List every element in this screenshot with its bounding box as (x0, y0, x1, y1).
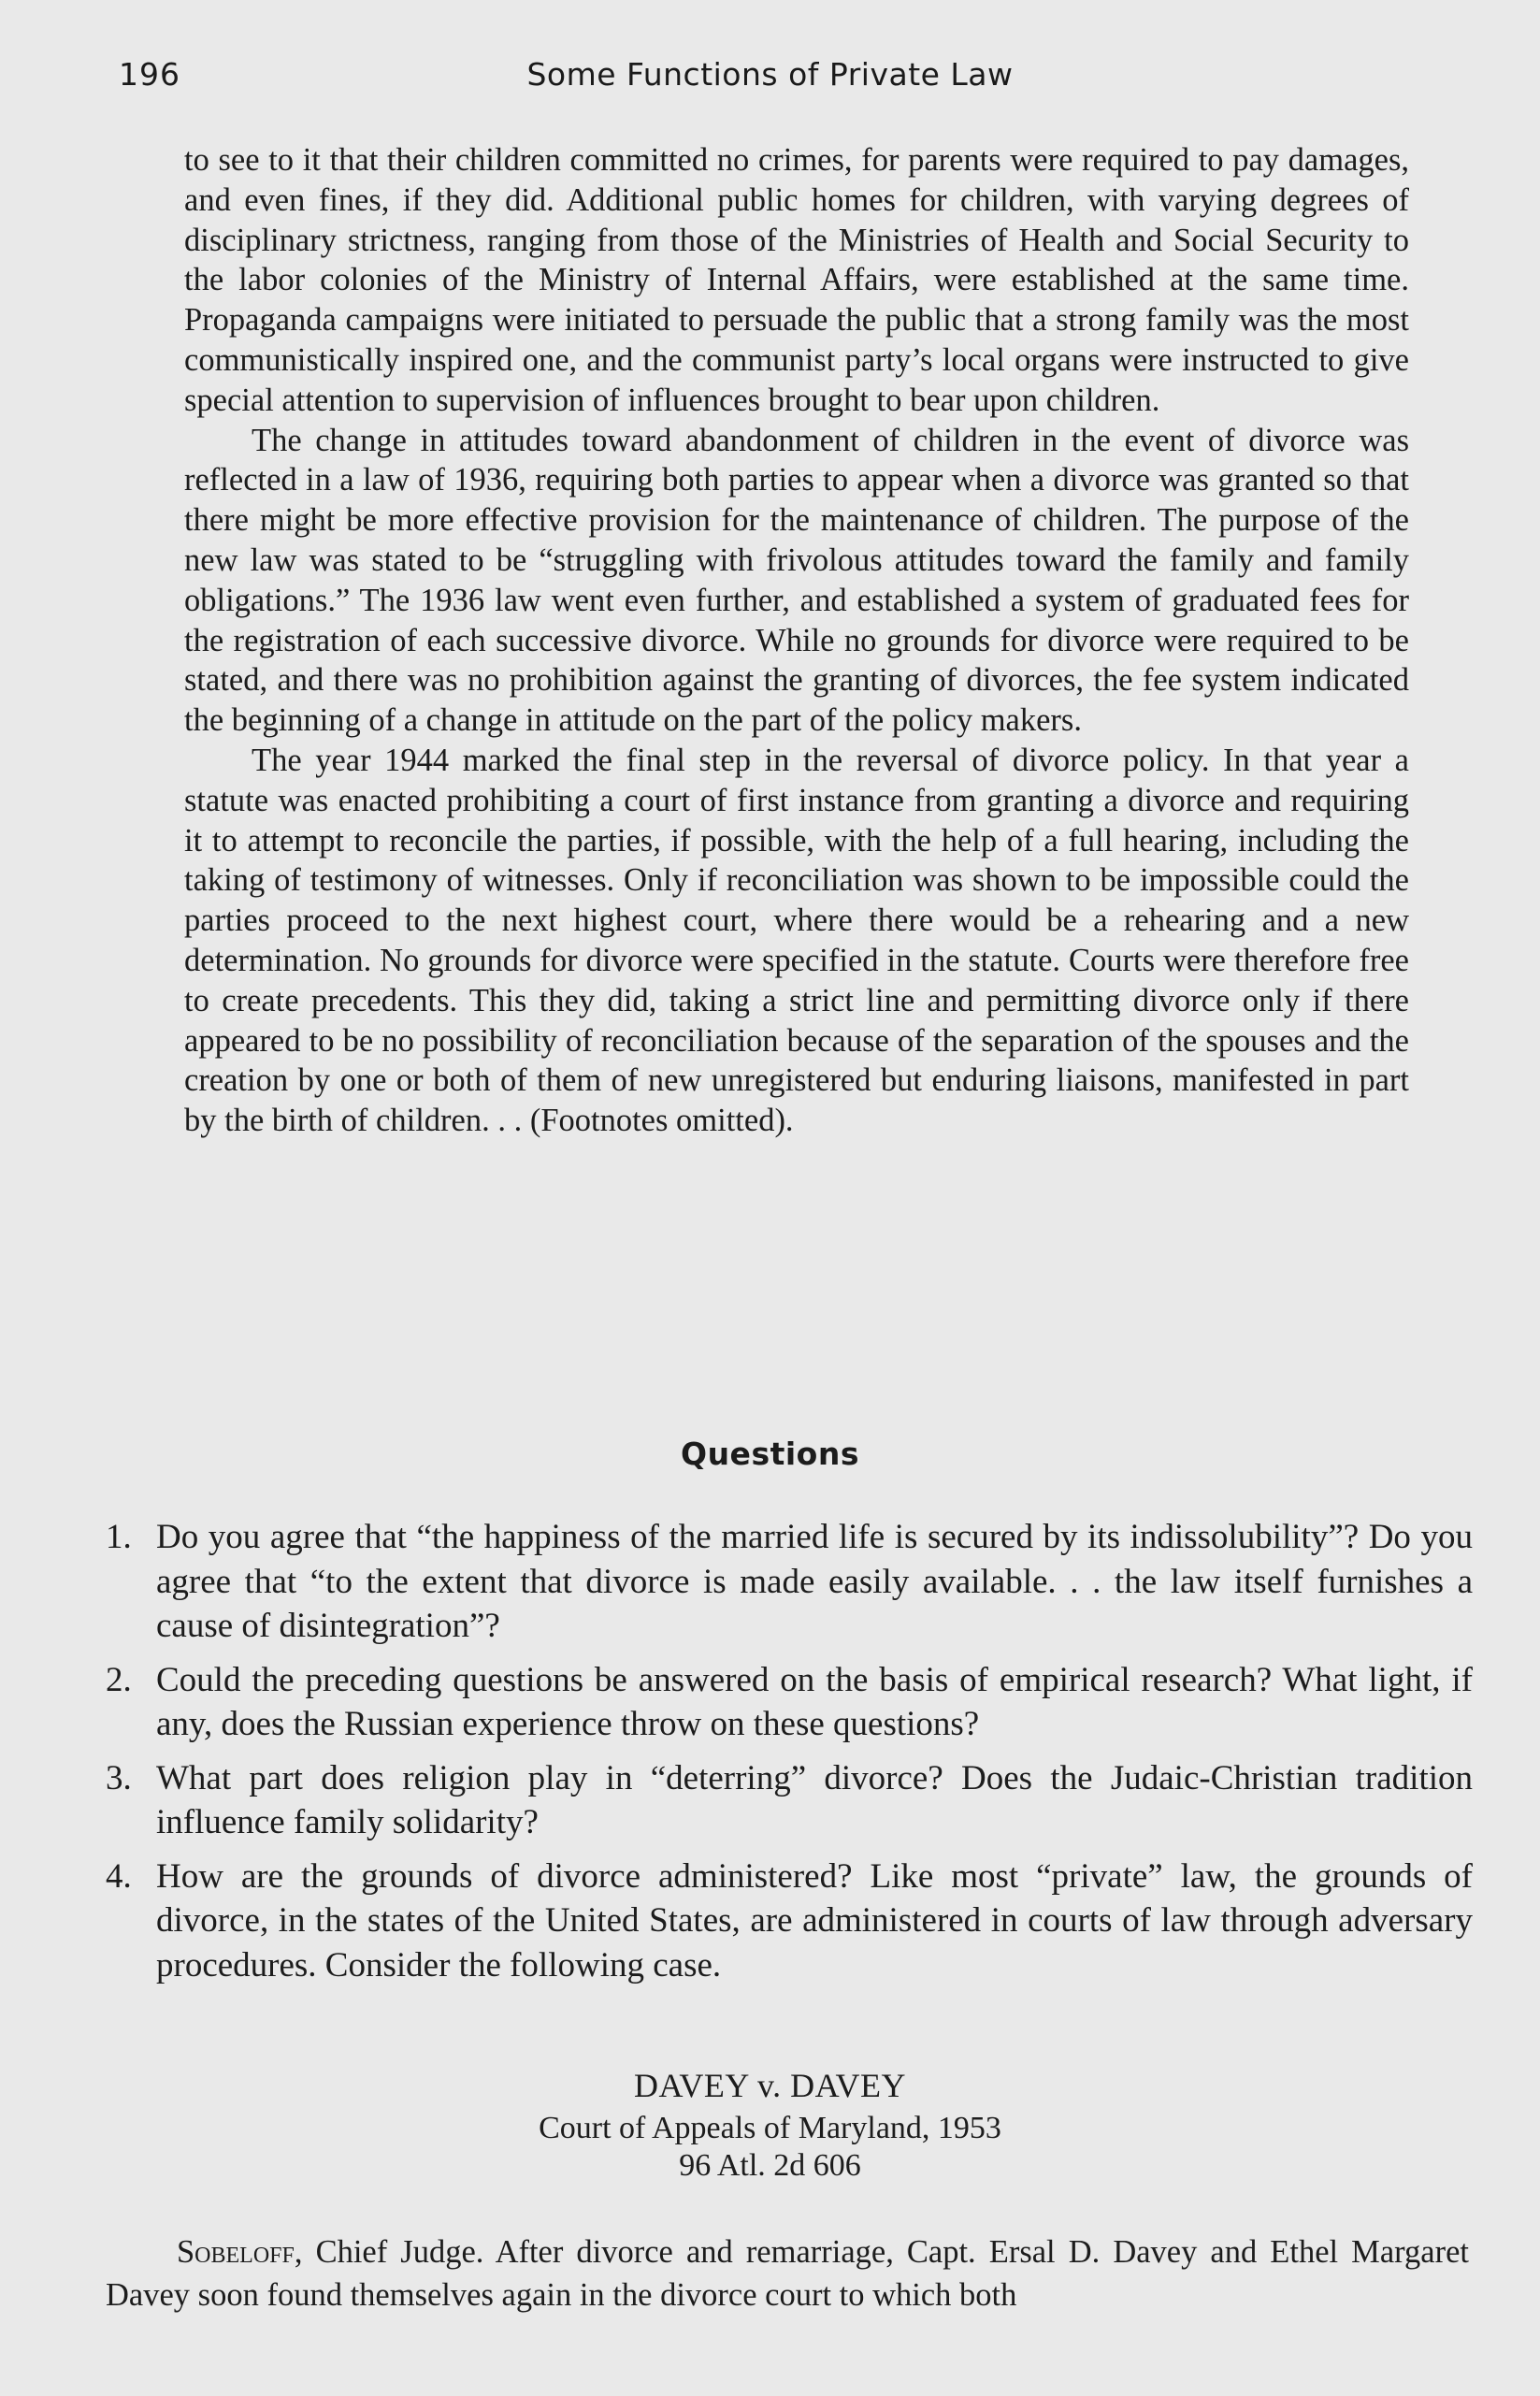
case-citation: 96 Atl. 2d 606 (679, 2148, 861, 2183)
excerpt-block (184, 140, 1409, 1141)
question-item (106, 1515, 1473, 1649)
opinion-paragraph (106, 2230, 1469, 2317)
page-number: 196 (119, 56, 180, 93)
question-item (106, 1658, 1473, 1747)
opinion-text (106, 2230, 1469, 2317)
excerpt-paragraph-3: The year 1944 marked the final step in the reversal of divorce policy. In that year a statute was enacted prohibiting a court of first instance from granting a divorce and requiring it to attempt to reconcile the parties, if possible, with the help of a full hearing, including the taking of testimony of witnesses. Only if reconciliation was shown to be impossible could the parties proceed to the next highest court, where there would be a rehearing and a new determination. No grounds for divorce were specified in the statute. Courts were therefore free to create precedents. This they did, taking a strict line and permitting divorce only if there appeared to be no possibility of reconciliation because of the separation of the spouses and the creation by one or both of them of new unregistered but enduring liaisons, manifested in part by the birth of children. . . (Footnotes omitted). (184, 742, 1409, 1139)
question-number: 1. (106, 1518, 132, 1556)
running-title: Some Functions of Private Law (526, 56, 1014, 93)
question-text: How are the grounds of divorce administered? Like most “private” law, the grounds of divorce, in the states of the United States, are administered in courts of law through adversary procedures. Consider the following case. (156, 1856, 1473, 1985)
question-number: 4. (106, 1856, 132, 1896)
case-heading (0, 2067, 1540, 2185)
question-text: What part does religion play in “deterring” divorce? Does the Judaic-Christian tradition influence family solidarity? (156, 1758, 1473, 1841)
question-item (106, 1756, 1473, 1845)
running-head (0, 56, 1540, 103)
opinion-body: , Chief Judge. After divorce and remarriage, Capt. Ersal D. Davey and Ethel Margaret Davey soon found themselves again in the divorce court to which both (106, 2234, 1469, 2313)
question-item (106, 1855, 1473, 1988)
excerpt-paragraph-2: The change in attitudes toward abandonment of children in the event of divorce was reflected in a law of 1936, requiring both parties to appear when a divorce was granted so that there might be more effective provision for the maintenance of children. The purpose of the new law was stated to be “struggling with frivolous attitudes toward the family and family obligations.” The 1936 law went even further, and established a system of graduated fees for the registration of each successive divorce. While no grounds for divorce were required to be stated, and there was no prohibition against the granting of divorces, the fee system indicated the beginning of a change in attitude on the part of the policy makers. (184, 422, 1409, 739)
questions-list (106, 1515, 1473, 1997)
question-number: 3. (106, 1758, 132, 1797)
excerpt-paragraph-1: to see to it that their children committed no crimes, for parents were required to pay damages, and even fines, if they did. Additional public homes for children, with varying degrees of disciplinary strictness, ranging from those of the Ministries of Health and Social Security to the labor colonies of the Ministry of Internal Affairs, were established at the same time. Propaganda campaigns were initiated to persuade the public that a strong family was the most communistically inspired one, and the communist party’s local organs were instructed to give special attention to supervision of influences brought to bear upon children. (184, 142, 1409, 418)
questions-heading: Questions (681, 1436, 859, 1472)
judge-name: Sobeloff (177, 2234, 295, 2270)
question-text: Could the preceding questions be answered on the basis of empirical research? What light, if any, does the Russian experience throw on these questions? (156, 1660, 1473, 1743)
question-text: Do you agree that “the happiness of the married life is secured by its indissolubility”? Do you agree that “to the extent that divorce is made easily available. . . the law itself furnishes a cause of disintegration”? (156, 1518, 1473, 1645)
case-court: Court of Appeals of Maryland, 1953 (539, 2111, 1001, 2145)
question-number: 2. (106, 1660, 132, 1699)
case-name: DAVEY v. DAVEY (633, 2067, 906, 2104)
